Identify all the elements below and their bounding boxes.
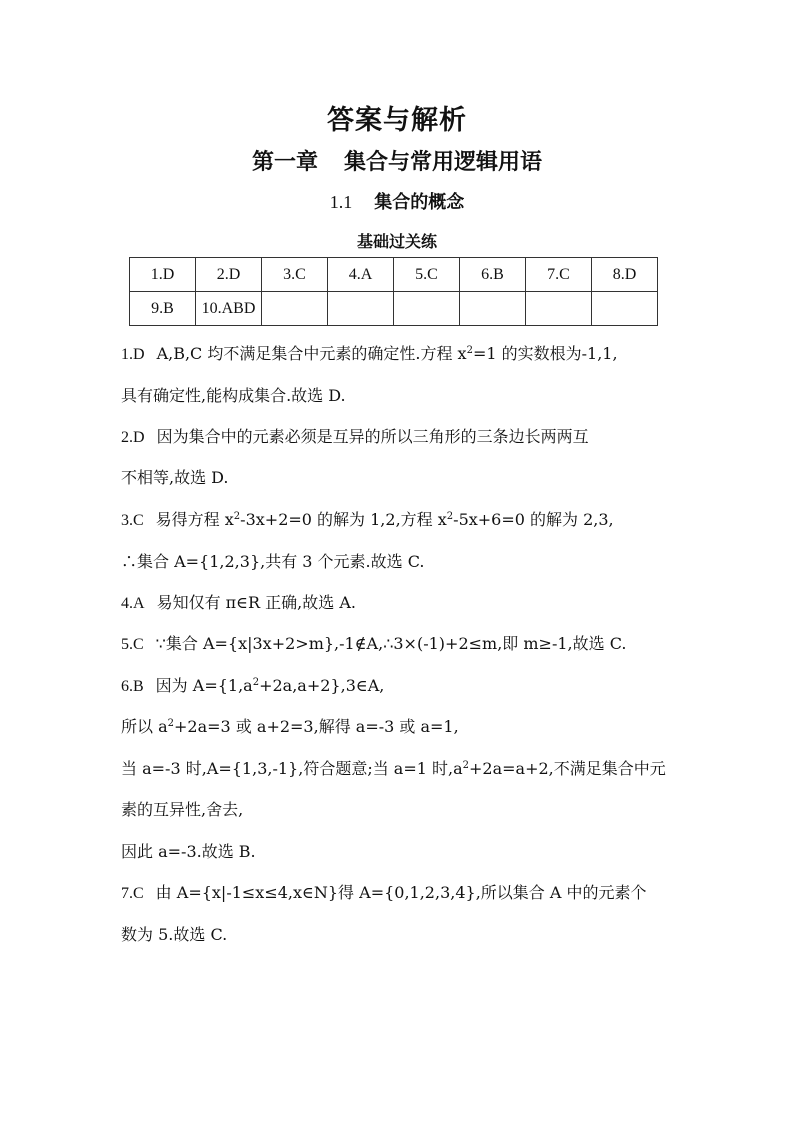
chapter-number: 第一章	[251, 150, 318, 175]
answer-cell: 7.C	[526, 258, 592, 292]
solution-text: +2a=3 或 a+2=3,解得 a=-3 或 a=1,	[174, 717, 459, 736]
answer-cell: 5.C	[394, 258, 460, 292]
solution-text: -5x+6=0 的解为 2,3,	[453, 510, 614, 529]
answer-cell: 9.B	[130, 292, 196, 326]
superscript: 2	[167, 718, 175, 729]
answer-cell	[262, 292, 328, 326]
page-title: 答案与解析	[327, 105, 467, 136]
solution-tag: 2.D	[121, 429, 145, 446]
superscript: 2	[466, 345, 473, 356]
solution-6-line-4: 素的互异性,舍去,	[121, 800, 244, 819]
solution-text: 所以 a	[121, 717, 168, 736]
superscript: 2	[233, 511, 241, 522]
solution-6-line-5: 因此 a=-3.故选 B.	[121, 842, 256, 861]
section-title: 集合的概念	[374, 192, 465, 213]
solution-tag: 7.C	[121, 885, 144, 902]
solution-6-line-1	[121, 676, 681, 697]
superscript: 2	[252, 677, 260, 688]
solution-text: +2a,a+2},3∈A,	[259, 676, 385, 695]
section-heading	[0, 188, 794, 214]
answer-row-1	[130, 258, 658, 292]
solution-text: -3x+2=0 的解为 1,2,方程 x	[240, 510, 447, 529]
solution-text: +2a=a+2,不满足集合中元	[469, 759, 666, 778]
chapter-title: 集合与常用逻辑用语	[344, 150, 543, 175]
solution-text: 易得方程 x	[155, 510, 234, 529]
solution-text: 易知仅有 π∈R 正确,故选 A.	[156, 593, 356, 612]
solution-tag: 6.B	[121, 678, 144, 695]
solution-tag: 5.C	[121, 636, 144, 653]
solution-3-line-2: ∴集合 A={1,2,3},共有 3 个元素.故选 C.	[121, 552, 425, 571]
solution-text: ∵集合 A={x|3x+2>m},-1∉A,∴3×(-1)+2≤m,即 m≥-1,故选 C.	[155, 634, 627, 653]
answer-cell	[592, 292, 658, 326]
answer-cell: 6.B	[460, 258, 526, 292]
subsection-heading: 基础过关练	[356, 232, 437, 251]
answer-cell: 1.D	[130, 258, 196, 292]
answer-cell	[328, 292, 394, 326]
solution-text: 因为 A={1,a	[155, 676, 253, 695]
superscript: 2	[446, 511, 454, 522]
solution-4-line-1	[121, 593, 681, 614]
solution-1-line-1	[121, 344, 681, 365]
answer-cell: 10.ABD	[196, 292, 262, 326]
answer-cell	[526, 292, 592, 326]
solution-6-line-3	[121, 759, 681, 779]
answer-cell: 2.D	[196, 258, 262, 292]
solution-2-line-1	[121, 427, 681, 448]
solution-7-line-1	[121, 883, 681, 904]
answer-row-2	[130, 292, 658, 326]
solution-text: 由 A={x|-1≤x≤4,x∈N}得 A={0,1,2,3,4},所以集合 A 中的元素个	[155, 883, 647, 902]
solution-3-line-1	[121, 510, 681, 531]
solution-5-line-1	[121, 634, 681, 655]
solution-tag: 4.A	[121, 595, 145, 612]
solution-6-line-2	[121, 717, 681, 737]
chapter-heading	[0, 145, 794, 176]
answer-cell: 8.D	[592, 258, 658, 292]
solution-text: 当 a=-3 时,A={1,3,-1},符合题意;当 a=1 时,a	[121, 759, 463, 778]
solution-2-line-2: 不相等,故选 D.	[121, 468, 229, 487]
solution-1-line-2: 具有确定性,能构成集合.故选 D.	[121, 386, 346, 405]
answer-cell	[394, 292, 460, 326]
answer-table	[129, 257, 658, 326]
solution-text: 因为集合中的元素必须是互异的所以三角形的三条边长两两互	[156, 427, 589, 446]
solution-text: A,B,C 均不满足集合中元素的确定性.方程 x	[156, 344, 467, 363]
section-number: 1.1	[329, 192, 353, 212]
solution-text: =1 的实数根为-1,1,	[472, 344, 618, 363]
answer-cell: 3.C	[262, 258, 328, 292]
superscript: 2	[462, 760, 470, 771]
answer-cell	[460, 292, 526, 326]
solution-tag: 1.D	[121, 346, 145, 363]
solution-7-line-2: 数为 5.故选 C.	[121, 925, 228, 944]
answer-cell: 4.A	[328, 258, 394, 292]
solution-tag: 3.C	[121, 512, 144, 529]
